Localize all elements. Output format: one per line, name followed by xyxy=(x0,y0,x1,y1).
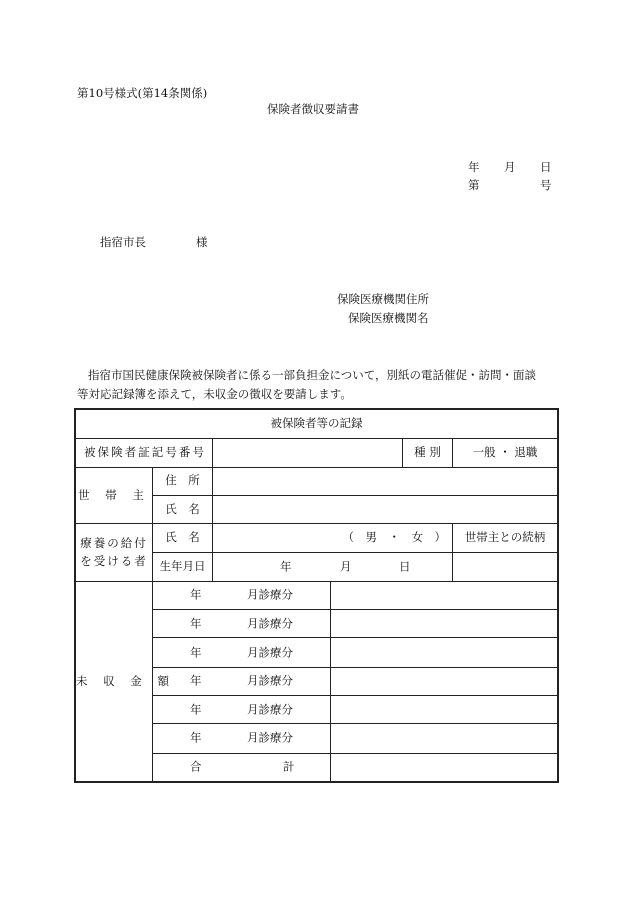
date-day-label: 日 xyxy=(540,160,552,174)
addressee-honorific: 様 xyxy=(196,235,208,249)
type-options[interactable]: 一般 ・ 退職 xyxy=(453,439,558,467)
month-period-label: 月診療分 xyxy=(247,587,293,602)
month-period-label: 月診療分 xyxy=(247,673,293,688)
month-period-cell xyxy=(153,696,331,724)
amount-field[interactable] xyxy=(331,638,558,667)
recipient-name-field[interactable] xyxy=(213,524,453,552)
amount-field[interactable] xyxy=(331,724,558,753)
recipient-label-line-1: 療養の給付 xyxy=(80,536,148,551)
total-label-kei: 計 xyxy=(283,759,295,774)
month-period-cell xyxy=(153,638,331,667)
month-period-cell xyxy=(153,610,331,638)
sender-name-label: 保険医療機関名 xyxy=(348,311,429,325)
insured-record-table xyxy=(75,409,558,782)
unpaid-amount-label: 未 収 金 額 xyxy=(76,581,153,781)
month-period-label: 月診療分 xyxy=(247,616,293,630)
gender-options[interactable]: （ 男 ・ 女 ） xyxy=(342,529,446,544)
month-period-label: 月診療分 xyxy=(247,701,293,716)
amount-field[interactable] xyxy=(331,610,558,638)
form-number: 第10号様式(第14条関係) xyxy=(77,86,208,100)
doc-number-prefix: 第 xyxy=(468,178,480,192)
dob-day-label: 日 xyxy=(399,558,411,573)
month-year-label: 年 xyxy=(190,644,202,659)
householder-name-label: 氏 名 xyxy=(153,495,213,523)
month-period-cell xyxy=(153,667,331,695)
recipient-name-label: 氏 名 xyxy=(153,524,213,552)
date-month-label: 月 xyxy=(504,160,516,174)
month-period-cell xyxy=(153,724,331,753)
relation-label: 世帯主との続柄 xyxy=(453,524,558,552)
month-period-label: 月診療分 xyxy=(247,730,293,745)
date-year-label: 年 xyxy=(468,160,480,174)
table-caption: 被保険者等の記録 xyxy=(76,410,558,439)
month-year-label: 年 xyxy=(190,730,202,745)
total-cell xyxy=(153,753,331,781)
month-year-label: 年 xyxy=(190,587,202,602)
dob-label: 生年月日 xyxy=(153,552,213,581)
type-label: 種 別 xyxy=(403,439,453,467)
total-amount-field[interactable] xyxy=(331,753,558,781)
month-year-label: 年 xyxy=(190,673,202,688)
sender-address-label: 保険医療機関住所 xyxy=(337,292,429,306)
doc-number-suffix: 号 xyxy=(540,178,552,192)
householder-label: 世 帯 主 xyxy=(76,467,153,524)
amount-field[interactable] xyxy=(331,581,558,609)
addressee-name: 指宿市長 xyxy=(100,235,146,249)
insured-number-field[interactable] xyxy=(213,439,403,467)
body-line-2: 等対応記録簿を添えて，未収金の徴収を要請します。 xyxy=(77,387,352,401)
month-year-label: 年 xyxy=(190,701,202,716)
recipient-label-line-2: を受ける者 xyxy=(80,553,148,568)
dob-month-label: 月 xyxy=(340,558,352,573)
householder-address-field[interactable] xyxy=(213,467,558,495)
total-label-ai: 合 xyxy=(190,759,202,774)
month-period-label: 月診療分 xyxy=(247,644,293,659)
month-year-label: 年 xyxy=(190,616,202,630)
body-line-1: 指宿市国民健康保険被保険者に係る一部負担金について，別紙の電話催促・訪問・面談 xyxy=(88,368,537,382)
dob-year-label: 年 xyxy=(280,558,292,573)
dob-field[interactable] xyxy=(213,552,453,581)
amount-field[interactable] xyxy=(331,696,558,724)
relation-field[interactable] xyxy=(453,552,558,581)
householder-name-field[interactable] xyxy=(213,495,558,523)
document-title: 保険者徴収要請書 xyxy=(267,102,359,116)
amount-field[interactable] xyxy=(331,667,558,695)
insured-number-label: 被保険者証記号番号 xyxy=(76,439,213,467)
recipient-label xyxy=(76,524,153,582)
month-period-cell xyxy=(153,581,331,609)
householder-address-label: 住 所 xyxy=(153,467,213,495)
